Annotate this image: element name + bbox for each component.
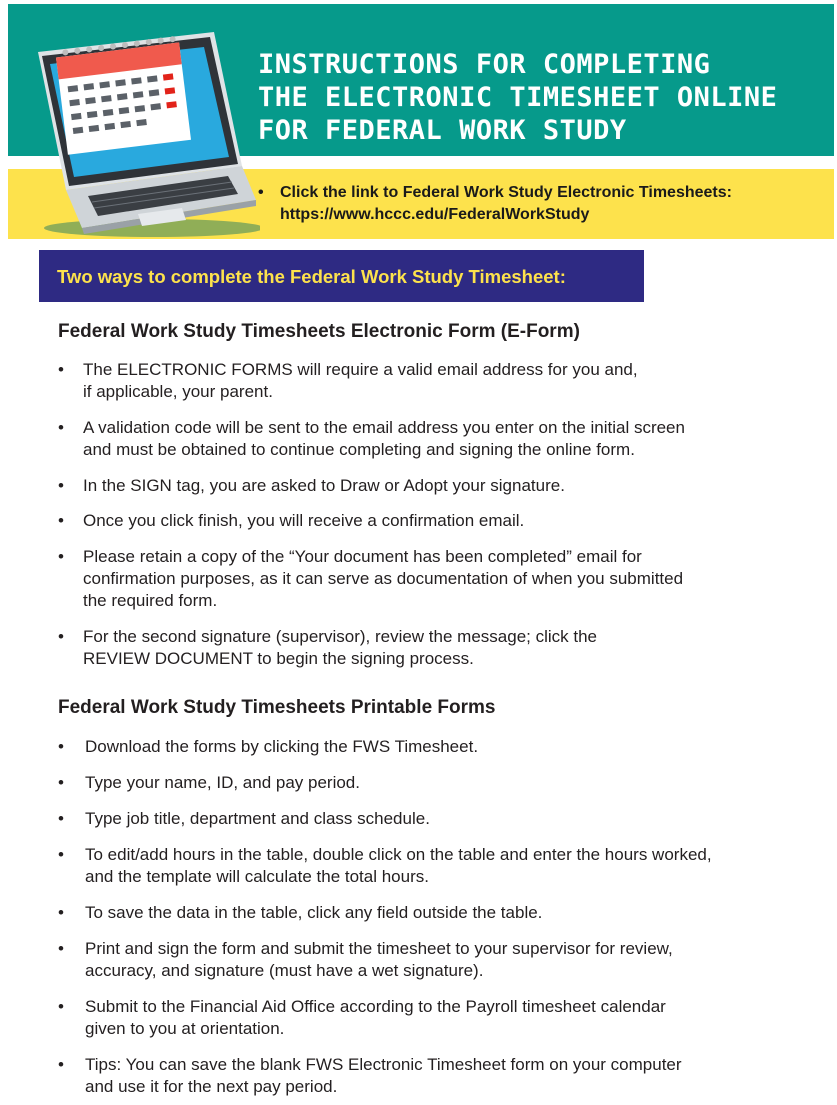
bullet-dot: • — [58, 845, 64, 864]
title-line-1: INSTRUCTIONS FOR COMPLETING — [258, 49, 711, 80]
bullet-dot: • — [58, 547, 64, 566]
link-intro: Click the link to Federal Work Study Electronic Timesheets: — [280, 184, 732, 201]
section-heading-printable: Federal Work Study Timesheets Printable Forms — [58, 697, 496, 718]
link-text — [280, 182, 818, 226]
bullet-dot: • — [58, 627, 64, 646]
list-item: • Type job title, department and class schedule. — [58, 809, 430, 828]
printable-instructions-list — [58, 736, 798, 1098]
timesheet-link-row — [258, 182, 818, 226]
link-bullet: • — [258, 184, 264, 201]
section-heading-eform: Federal Work Study Timesheets Electronic Form (E-Form) — [58, 321, 580, 342]
bullet-dot: • — [58, 1055, 64, 1074]
list-item: • Submit to the Financial Aid Office according to the Payroll timesheet calendar given to you at orientation. — [58, 997, 666, 1038]
list-item: • Download the forms by clicking the FWS Timesheet. — [58, 737, 479, 756]
list-item: • Type your name, ID, and pay period. — [58, 773, 360, 792]
page-title — [258, 48, 818, 147]
list-item: • Tips: You can save the blank FWS Electronic Timesheet form on your computer and use it for the next pay period. — [58, 1055, 682, 1096]
list-item: • For the second signature (supervisor), review the message; click the REVIEW DOCUMENT to begin the signing process. — [58, 627, 598, 668]
bullet-dot: • — [58, 773, 64, 792]
bullet-dot: • — [58, 939, 64, 958]
bullet-dot: • — [58, 511, 64, 530]
list-item: • To save the data in the table, click any field outside the table. — [58, 903, 543, 922]
banner-text: Two ways to complete the Federal Work Study Timesheet: — [57, 266, 566, 287]
list-item: • Please retain a copy of the “Your document has been completed” email for confirmation purposes, as it can serve as documentation of when you submitted the required form. — [58, 547, 684, 610]
list-item: • Print and sign the form and submit the timesheet to your supervisor for review, accuracy, and signature (must have a wet signature). — [58, 939, 673, 980]
list-item: • A validation code will be sent to the email address you enter on the initial screen and must be obtained to continue completing and signing the online form. — [58, 418, 685, 459]
list-item: • In the SIGN tag, you are asked to Draw or Adopt your signature. — [58, 476, 565, 495]
eform-instructions-list — [58, 359, 798, 670]
title-line-3: FOR FEDERAL WORK STUDY — [258, 115, 627, 146]
bullet-dot: • — [58, 360, 64, 379]
list-item: • To edit/add hours in the table, double click on the table and enter the hours worked, and the template will calculate the total hours. — [58, 845, 712, 886]
laptop-calendar-icon — [12, 14, 260, 242]
list-item: • Once you click finish, you will receive a confirmation email. — [58, 511, 525, 530]
title-line-2: THE ELECTRONIC TIMESHEET ONLINE — [258, 82, 778, 113]
bullet-dot: • — [58, 737, 64, 756]
bullet-dot: • — [58, 476, 64, 495]
bullet-dot: • — [58, 809, 64, 828]
bullet-dot: • — [58, 903, 64, 922]
bullet-dot: • — [58, 418, 64, 437]
federal-work-study-link[interactable]: https://www.hccc.edu/FederalWorkStudy — [280, 206, 590, 223]
list-item: • The ELECTRONIC FORMS will require a valid email address for you and, if applicable, your parent. — [58, 360, 638, 401]
bullet-dot: • — [58, 997, 64, 1016]
